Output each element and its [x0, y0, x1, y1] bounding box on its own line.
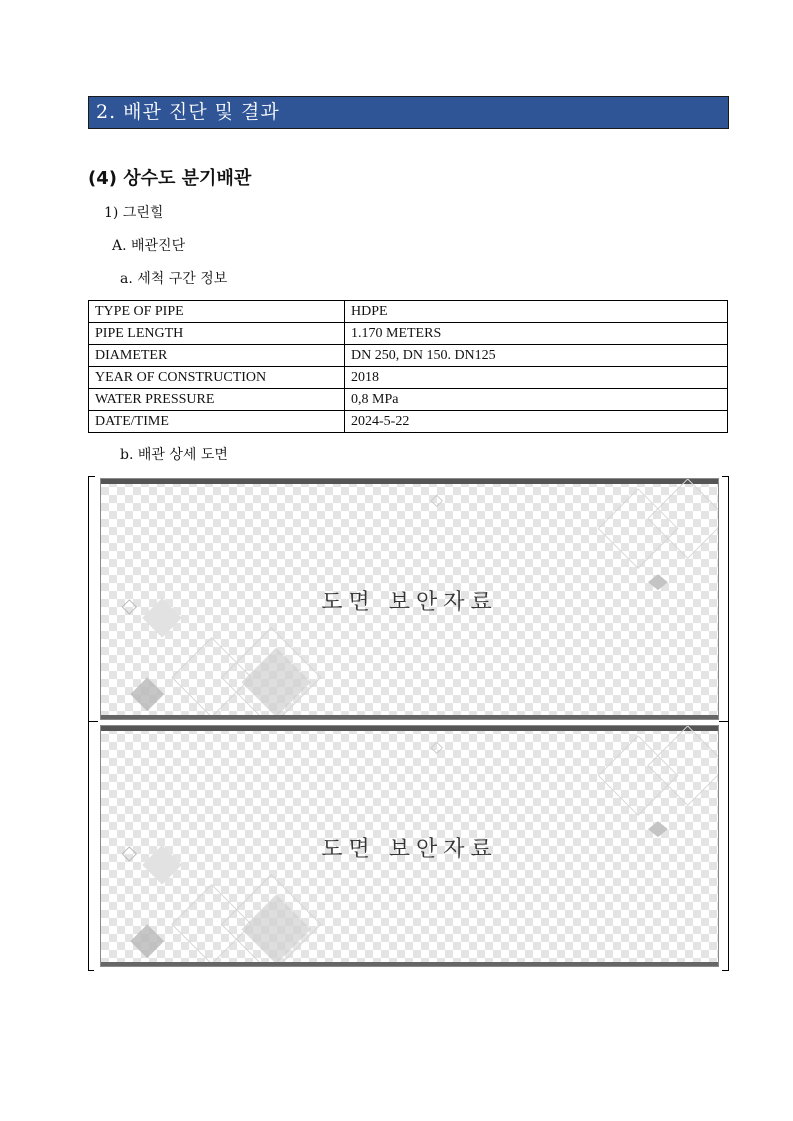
table-key-cell: TYPE OF PIPE — [89, 301, 345, 323]
table-value-cell: DN 250, DN 150. DN125 — [345, 345, 728, 367]
frame-corner — [88, 964, 94, 971]
table-row — [89, 389, 728, 411]
drawing-placeholder-label: 도면 보안자료 — [321, 837, 498, 862]
table-value-cell: 2024-5-22 — [345, 411, 728, 433]
frame-corner — [88, 721, 98, 722]
subsection-title: (4) 상수도 분기배관 — [88, 168, 252, 189]
table-row — [89, 345, 728, 367]
table-row — [89, 301, 728, 323]
table-key-cell: DIAMETER — [89, 345, 345, 367]
frame-corner — [88, 476, 95, 971]
outline-item-b: b. 배관 상세 도면 — [120, 447, 228, 463]
table-row — [89, 323, 728, 345]
drawing-panel — [100, 478, 719, 720]
table-row — [89, 367, 728, 389]
table-row — [89, 411, 728, 433]
drawing-panel — [100, 725, 719, 967]
section-title-bar — [88, 96, 729, 129]
table-value-cell: 0,8 MPa — [345, 389, 728, 411]
section-title: 2. 배관 진단 및 결과 — [96, 101, 280, 123]
table-key-cell: PIPE LENGTH — [89, 323, 345, 345]
table-value-cell: HDPE — [345, 301, 728, 323]
pipe-info-table — [88, 300, 728, 433]
outline-item-a: a. 세척 구간 정보 — [120, 271, 228, 287]
frame-corner — [722, 964, 728, 971]
table-key-cell: DATE/TIME — [89, 411, 345, 433]
outline-item-1: 1) 그린힐 — [104, 205, 164, 221]
table-value-cell: 2018 — [345, 367, 728, 389]
panel-bottom-bar — [101, 715, 718, 719]
table-key-cell: YEAR OF CONSTRUCTION — [89, 367, 345, 389]
outline-item-A: A. 배관진단 — [112, 238, 186, 254]
panel-bottom-bar — [101, 962, 718, 966]
table-value-cell: 1.170 METERS — [345, 323, 728, 345]
frame-corner — [722, 476, 729, 971]
drawing-placeholder-label: 도면 보안자료 — [321, 590, 498, 615]
frame-corner — [719, 721, 729, 722]
table-key-cell: WATER PRESSURE — [89, 389, 345, 411]
